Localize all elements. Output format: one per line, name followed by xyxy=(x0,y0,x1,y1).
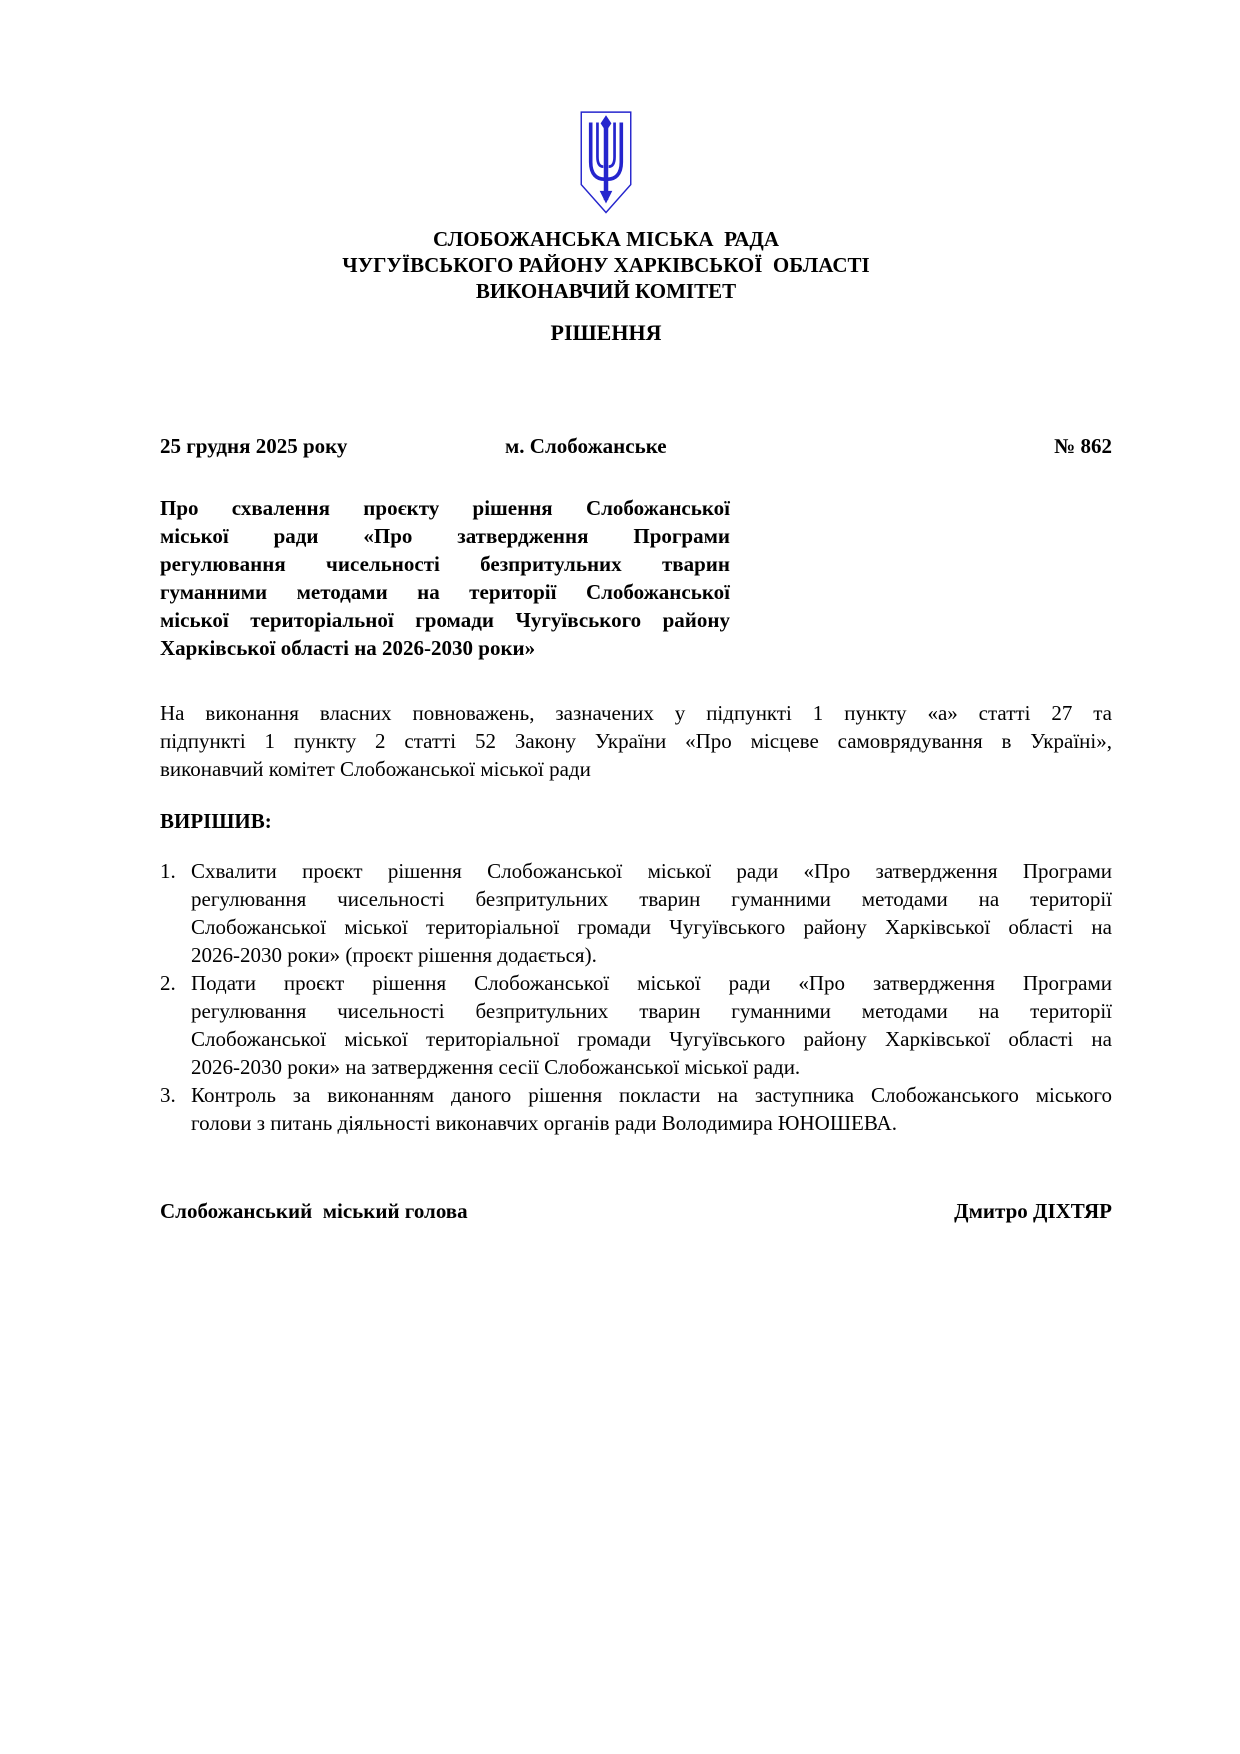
item-text xyxy=(191,1081,1112,1137)
item-text xyxy=(191,969,1112,1081)
document-date: 25 грудня 2025 року xyxy=(160,434,348,458)
item-line: Подати проєкт рішення Слобожанської міської ради «Про затвердження Програми xyxy=(191,971,1112,995)
item-line: регулювання чисельності безпритульних тварин гуманними методами на території xyxy=(191,887,1112,911)
preamble-line: На виконання власних повноважень, зазначених у підпункті 1 пункту «а» статті 27 та xyxy=(160,701,1112,725)
item-line: Схвалити проєкт рішення Слобожанської міської ради «Про затвердження Програми xyxy=(191,859,1112,883)
item-line: Слобожанської міської територіальної громади Чугуївського району Харківської області на xyxy=(191,1027,1112,1051)
item-line: Слобожанської міської територіальної громади Чугуївського району Харківської області на xyxy=(191,915,1112,939)
subject-paragraph xyxy=(160,494,730,662)
org-name-line3: ВИКОНАВЧИЙ КОМІТЕТ xyxy=(475,279,737,303)
preamble-paragraph xyxy=(160,699,1112,783)
item-number: 1. xyxy=(160,859,176,883)
document-type-title: РІШЕННЯ xyxy=(550,320,662,345)
subject-line: міської ради «Про затвердження Програми xyxy=(160,524,730,548)
masthead xyxy=(160,108,1052,346)
item-number: 3. xyxy=(160,1083,176,1107)
preamble-line: виконавчий комітет Слобожанської міської ради xyxy=(160,757,591,781)
item-text xyxy=(191,857,1112,969)
item-line: голови з питань діяльності виконавчих органів ради Володимира ЮНОШЕВА. xyxy=(191,1111,897,1135)
meta-row xyxy=(160,432,1112,460)
item-line: 2026-2030 роки» (проєкт рішення додається). xyxy=(191,943,597,967)
document-number: № 862 xyxy=(1054,434,1112,458)
item-line: регулювання чисельності безпритульних тварин гуманними методами на території xyxy=(191,999,1112,1023)
item-number: 2. xyxy=(160,971,176,995)
subject-line: міської територіальної громади Чугуївського району xyxy=(160,608,730,632)
preamble-line: підпункті 1 пункту 2 статті 52 Закону України «Про місцеве самоврядування в Україні», xyxy=(160,729,1112,753)
item-line: 2026-2030 роки» на затвердження сесії Слобожанської міської ради. xyxy=(191,1055,801,1079)
subject-line: регулювання чисельності безпритульних тварин xyxy=(160,552,730,576)
org-name-line2: ЧУГУЇВСЬКОГО РАЙОНУ ХАРКІВСЬКОЇ ОБЛАСТІ xyxy=(342,253,870,277)
resolution-item-3 xyxy=(160,1081,1112,1137)
signer-name: Дмитро ДІХТЯР xyxy=(954,1199,1112,1223)
subject-line: гуманними методами на території Слобожанської xyxy=(160,580,730,604)
resolved-label: ВИРІШИВ: xyxy=(160,809,272,833)
resolution-item-2 xyxy=(160,969,1112,1081)
subject-line: Про схвалення проєкту рішення Слобожанської xyxy=(160,496,730,520)
ukraine-trident-emblem-icon xyxy=(579,108,633,218)
document-place: м. Слобожанське xyxy=(505,434,667,458)
resolution-list xyxy=(160,857,1112,1137)
org-name-line1: СЛОБОЖАНСЬКА МІСЬКА РАДА xyxy=(433,227,779,251)
resolution-item-1 xyxy=(160,857,1112,969)
subject-line: Харківської області на 2026-2030 роки» xyxy=(160,636,536,660)
signature-row xyxy=(160,1197,1112,1225)
signer-position: Слобожанський міський голова xyxy=(160,1199,468,1223)
item-line: Контроль за виконанням даного рішення покласти на заступника Слобожанського міського xyxy=(191,1083,1112,1107)
